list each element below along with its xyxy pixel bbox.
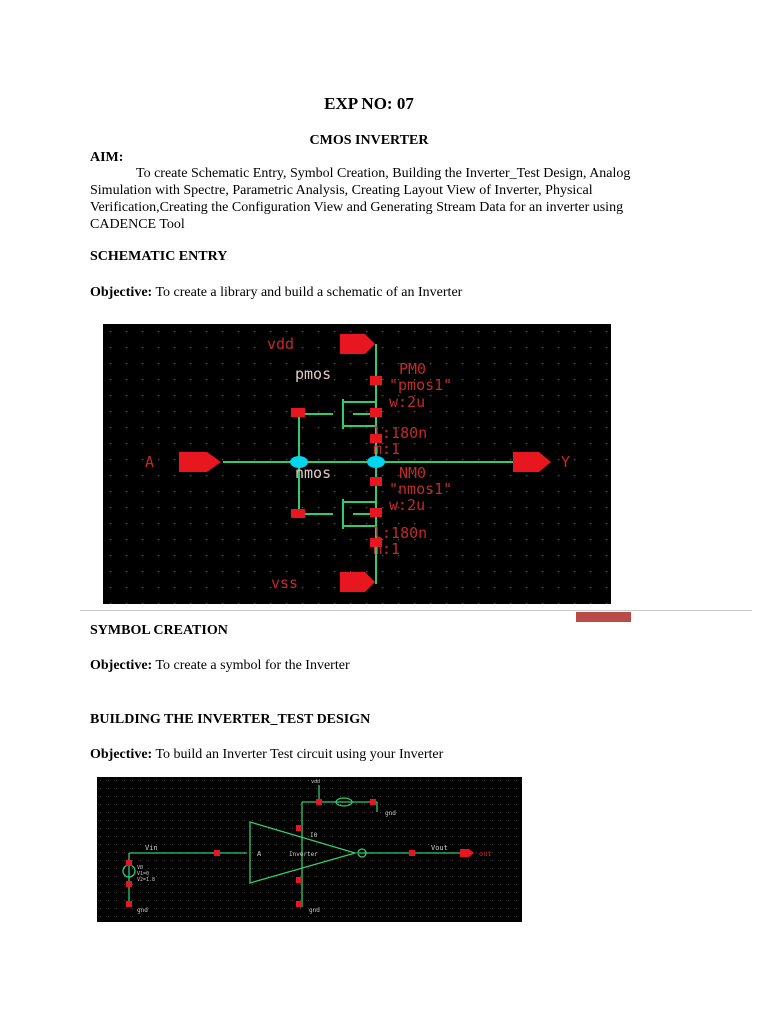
nmos-name: NM0 [399,464,427,482]
vin-label: Vin [145,844,158,852]
output-label: Y [561,453,571,471]
page-subtitle: CMOS INVERTER [309,133,429,148]
nmos-type-label: nmos [295,464,332,482]
gnd-label-1: gnd [137,907,148,914]
test-circuit-svg [97,777,522,922]
schematic-svg [103,324,611,604]
exp-no-title: EXP NO: 07 [324,94,414,113]
vss-label: vss [271,574,299,592]
objective-text: To create a library and build a schematic of an Inverter [155,285,463,300]
gnd-label-2: gnd [309,907,320,914]
vdd-label-top: vdd [311,779,321,785]
pmos-m: m:1 [373,440,401,458]
out-pin-label: out [479,850,492,858]
objective-label: Objective: [90,747,153,762]
page-divider [80,610,752,611]
vout-label: Vout [431,844,448,852]
block-name-label: Inverter [289,851,318,858]
section-heading-symbol-creation: SYMBOL CREATION [90,623,228,638]
pmos-w: w:2u [389,393,426,411]
objective-text: To build an Inverter Test circuit using your Inverter [155,747,444,762]
schematic-figure [103,324,611,604]
input-label: A [145,453,155,471]
source-line-3: V2=1.8 [137,877,156,883]
section-heading-schematic-entry: SCHEMATIC ENTRY [90,249,228,264]
pin-a-label: A [257,850,262,858]
objective-schematic-entry [90,284,462,301]
gnd-label-3: gnd [385,810,396,817]
section-heading-building-test-design: BUILDING THE INVERTER_TEST DESIGN [90,712,371,727]
objective-label: Objective: [90,285,153,300]
objective-symbol-creation [90,657,350,674]
vdd-label: vdd [267,335,295,353]
aim-label: AIM: [90,150,124,165]
pmos-name: PM0 [399,360,427,378]
objective-label: Objective: [90,658,153,673]
aim-text: To create Schematic Entry, Symbol Creation, Building the Inverter_Test Design, Analog Simulation with Spectre, Parametric Analysis, Creating Layout View of Inverter, Physical Verification,Creating the Configuration View and Generating Stream Data for an inverter using CADENCE Tool [90,166,631,232]
pmos-l: l:180n [373,424,428,442]
nmos-l: l:180n [373,524,428,542]
pmos-type-label: pmos [295,365,332,383]
source-line-1: V0 [137,865,144,871]
pmos-model: "pmos1" [389,376,453,394]
instance-label: I0 [310,832,318,839]
page-marker [576,612,631,622]
objective-building-test-design [90,746,443,763]
nmos-m: m:1 [373,540,401,558]
source-line-2: V1=0 [137,871,150,877]
objective-text: To create a symbol for the Inverter [155,658,350,673]
nmos-w: w:2u [389,496,426,514]
test-circuit-figure [97,777,522,922]
nmos-model: "nmos1" [389,480,453,498]
